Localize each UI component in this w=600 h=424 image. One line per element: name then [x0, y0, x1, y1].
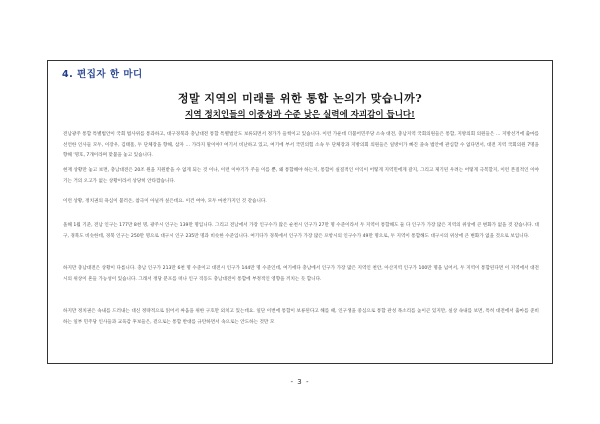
paragraph-5: 하지만 충남대전은 상황이 다릅니다. 충남 인구가 213만 6천 명 수준이고 대전시 인구가 144만 명 수준인데, 여기에다 충남에서 인구가 가장 많은 지역인 천안, 아산지역 인구가 100만 명을 넘어서, 두 지역이 통합된다면 이 지역에서 대전시의 위상이 흔들 가능성이 있습니다. 그래서 정당 분포를 떠나 인구 격동도 충남대전이 통합에 부정적인 영향을 끼치는 듯 합니다.	[63, 266, 539, 282]
paragraph-2: 현재 상황만 놓고 보면, 충남대전은 20조 원을 지원받을 수 없게 되는 것 이나, 이런 이야기가 주들 이를 뿐, 왜 통합해야 하는지, 통합이 실질적인 이익이 어떻게 지역민에게 갈지, 그리고 제기된 우려는 어떻게 극복할지, 이런 본질적인 이야기는 거의 오고가 없는 상황이라서 상당히 안타깝습니다.	[63, 168, 539, 184]
article-subhead-text: 지역 정치인들의 이중성과 수준 낮은 실력에 자괴감이 듭니다!	[185, 110, 415, 120]
article-headline: 정말 지역의 미래를 위한 통합 논의가 맞습니까?	[177, 92, 423, 105]
article-subhead	[0, 108, 600, 120]
section-title: 4. 편집자 한 마디	[62, 69, 143, 80]
paragraph-4: 올해 1월 기준, 전남 인구는 177만 8천 명, 광주시 인구는 139만 명입니다. 그리고 전남에서 가장 인구수가 많은 순천시 인구가 27만 명 수준이라서 두 지역이 통합해도 둘 다 인구가 가장 많은 지역의 위상에 큰 변화가 없을 것 같습니다. 대구, 경북도 비슷한데, 경북 인구는 250만 명으로 대구시 인구 235만 명과 비슷한 수준입니다. 여기다가 경북에서 인구가 가장 많은 포항시의 인구수가 49만 명으로, 두 지역이 통합해도 대구시의 위상에 큰 변화가 없을 것으로 보입니다.	[63, 223, 539, 239]
paragraph-1: 전남광주 통합 특별법안이 국회 법사위를 통과하고, 대구경북과 충남대전 통합 특별법안도 보류되면서 정가가 들썩이고 있습니다. 이런 가운데 더불어민주당 소속 대전, 충남지역 국회의원들은 통합, 지방의회 의원들은 … 지방선거에 출마를 선언한 인사들 모두, 이장우, 김태흠, 두 단체장을 향해, 삼자 … 가라지 말이야? 여기서 비난하고 있고, 여기에 부서 국민의힘 소속 두 단체장과 지방의회 의원들은 일방이가 빠진 졸속 법안에 관심할 수 없다면서, 대전 지역 국회의원 7명을 향해 '명호, 7개이라며 맞불을 놓고 있습니다.	[63, 132, 539, 158]
paragraph-6: 하지만 정치권은 속내를 드러내는 대신 정략적으로 읽어서 싸움을 위한 구호만 외치고 있는데요. 일단 이번에 통합이 보류된다고 해를 때, 인구생을 중심으로 통합 관성 목소리를 높이곤 있지만, 실상 속내를 보면, 특히 대전에서 출마를 준비하는 일부 민주당 인사들과 교육감 후보들은, 겉으로는 통합 반대를 규탄하면서 속으로는 안도하는 것만 모	[63, 309, 539, 325]
page-number: - 3 -	[290, 378, 310, 386]
paragraph-3: 이런 상황, 정치권의 욕심이 불러온, 참극이 아닐까 싶은데요. 이건 여야, 모두 마찬가지인 것 같습니다.	[63, 199, 267, 204]
